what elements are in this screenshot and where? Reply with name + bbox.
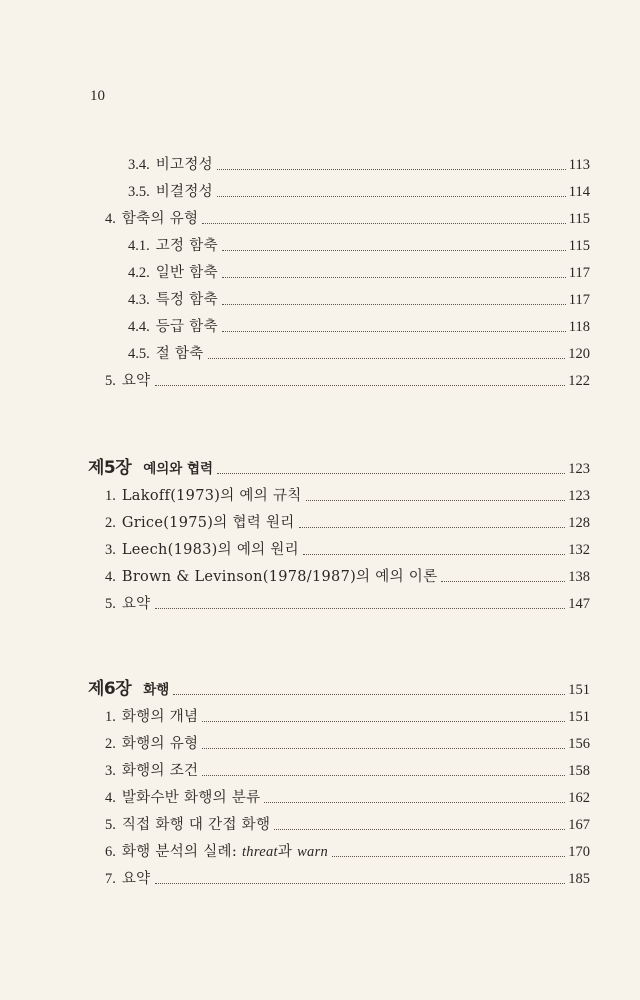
entry-number: 6. [105, 844, 116, 860]
entry-title: 비고정성 [155, 157, 213, 173]
entry-title: 화행의 조건 [121, 763, 199, 779]
entry-number: 4.5. [128, 346, 150, 362]
entry-number: 1. [105, 488, 116, 504]
dot-leader [217, 473, 565, 474]
chapter-number: 제6장 [88, 679, 132, 699]
dot-leader [202, 775, 565, 776]
entry-title-particle: 과 [277, 844, 298, 860]
dot-leader [217, 196, 566, 197]
toc-chapter-6-entry-1[interactable] [105, 704, 590, 726]
toc-chapter-5-entry-3[interactable] [105, 537, 590, 559]
toc-chapter-6-entry-6[interactable] [105, 839, 590, 861]
entry-number: 5. [105, 817, 116, 833]
entry-page: 167 [568, 817, 590, 833]
entry-title-prefix: 화행 분석의 실례: [121, 844, 242, 860]
entry-title: 등급 함축 [155, 319, 218, 335]
chapter-title: 화행 [143, 682, 170, 698]
entry-page: 170 [568, 844, 590, 860]
entry-page: 138 [568, 569, 590, 585]
entry-number: 4. [105, 790, 116, 806]
entry-number: 2. [105, 736, 116, 752]
toc-entry-4-5[interactable] [128, 341, 590, 363]
entry-number: 4. [105, 211, 116, 227]
entry-number: 4.2. [128, 265, 150, 281]
chapter-title: 예의와 협력 [143, 461, 214, 477]
entry-number: 4. [105, 569, 116, 585]
entry-title: 발화수반 화행의 분류 [121, 790, 261, 806]
toc-entry-5[interactable] [105, 368, 590, 390]
entry-page: 123 [568, 488, 590, 504]
entry-title: Lakoff(1973)의 예의 규칙 [121, 488, 302, 504]
entry-page: 151 [568, 709, 590, 725]
entry-number: 3.4. [128, 157, 150, 173]
toc-entry-4[interactable] [105, 206, 590, 228]
toc-chapter-6-entry-5[interactable] [105, 812, 590, 834]
toc-entry-3-4[interactable] [128, 152, 590, 174]
entry-page: 132 [568, 542, 590, 558]
toc-chapter-6-entry-7[interactable] [105, 866, 590, 888]
toc-chapter-5-entry-1[interactable] [105, 483, 590, 505]
dot-leader [155, 883, 566, 884]
entry-page: 185 [568, 871, 590, 887]
dot-leader [332, 856, 565, 857]
dot-leader [202, 748, 565, 749]
entry-page: 120 [568, 346, 590, 362]
dot-leader [222, 250, 566, 251]
entry-page: 158 [568, 763, 590, 779]
entry-title: 일반 함축 [155, 265, 218, 281]
entry-number: 3. [105, 763, 116, 779]
entry-title-italic-warn: warn [297, 844, 329, 860]
entry-title-italic-threat: threat [241, 844, 278, 860]
chapter-page: 123 [568, 461, 590, 477]
toc-entry-4-2[interactable] [128, 260, 590, 282]
dot-leader [217, 169, 566, 170]
dot-leader [306, 500, 566, 501]
entry-number: 5. [105, 373, 116, 389]
entry-number: 3.5. [128, 184, 150, 200]
toc-chapter-5-entry-2[interactable] [105, 510, 590, 532]
dot-leader [264, 802, 565, 803]
dot-leader [155, 385, 566, 386]
entry-title: 고정 함축 [155, 238, 218, 254]
dot-leader [441, 581, 565, 582]
page-number: 10 [90, 88, 105, 104]
entry-page: 128 [568, 515, 590, 531]
entry-number: 2. [105, 515, 116, 531]
entry-number: 4.1. [128, 238, 150, 254]
dot-leader [202, 223, 565, 224]
entry-page: 147 [568, 596, 590, 612]
dot-leader [303, 554, 565, 555]
dot-leader [222, 331, 566, 332]
dot-leader [173, 694, 565, 695]
dot-leader [202, 721, 565, 722]
entry-title: 요약 [121, 373, 151, 389]
toc-chapter-5-entry-4[interactable] [105, 564, 590, 586]
toc-entry-4-1[interactable] [128, 233, 590, 255]
entry-title: Brown & Levinson(1978/1987)의 예의 이론 [121, 569, 438, 585]
entry-page: 117 [568, 265, 590, 281]
entry-title: Grice(1975)의 협력 원리 [121, 515, 295, 531]
dot-leader [299, 527, 566, 528]
chapter-page: 151 [568, 682, 590, 698]
chapter-number: 제5장 [88, 458, 132, 478]
toc-chapter-6-entry-4[interactable] [105, 785, 590, 807]
entry-number: 3. [105, 542, 116, 558]
entry-number: 4.3. [128, 292, 150, 308]
entry-page: 115 [568, 211, 590, 227]
entry-title: 화행의 개념 [121, 709, 199, 725]
toc-chapter-6-entry-2[interactable] [105, 731, 590, 753]
dot-leader [222, 304, 566, 305]
dot-leader [222, 277, 566, 278]
entry-title: 직접 화행 대 간접 화행 [121, 817, 271, 833]
entry-title: 절 함축 [155, 346, 204, 362]
entry-number: 7. [105, 871, 116, 887]
entry-page: 118 [568, 319, 590, 335]
entry-title: Leech(1983)의 예의 원리 [121, 542, 299, 558]
toc-chapter-5-entry-5[interactable] [105, 591, 590, 613]
dot-leader [274, 829, 565, 830]
toc-chapter-6-entry-3[interactable] [105, 758, 590, 780]
dot-leader [155, 608, 566, 609]
entry-title: 요약 [121, 596, 151, 612]
dot-leader [208, 358, 566, 359]
entry-title: 요약 [121, 871, 151, 887]
entry-page: 162 [568, 790, 590, 806]
toc-chapter-6[interactable] [88, 673, 590, 699]
entry-title [122, 844, 328, 860]
entry-number: 4.4. [128, 319, 150, 335]
toc-entry-4-4[interactable] [128, 314, 590, 336]
entry-page: 115 [568, 238, 590, 254]
entry-page: 117 [568, 292, 590, 308]
toc-chapter-5[interactable] [88, 452, 590, 478]
entry-page: 113 [568, 157, 590, 173]
entry-page: 114 [568, 184, 590, 200]
toc-entry-3-5[interactable] [128, 179, 590, 201]
entry-page: 156 [568, 736, 590, 752]
entry-page: 122 [568, 373, 590, 389]
entry-title: 특정 함축 [155, 292, 218, 308]
entry-title: 함축의 유형 [121, 211, 199, 227]
entry-number: 5. [105, 596, 116, 612]
entry-number: 1. [105, 709, 116, 725]
toc-entry-4-3[interactable] [128, 287, 590, 309]
entry-title: 비결정성 [155, 184, 213, 200]
entry-title: 화행의 유형 [121, 736, 199, 752]
